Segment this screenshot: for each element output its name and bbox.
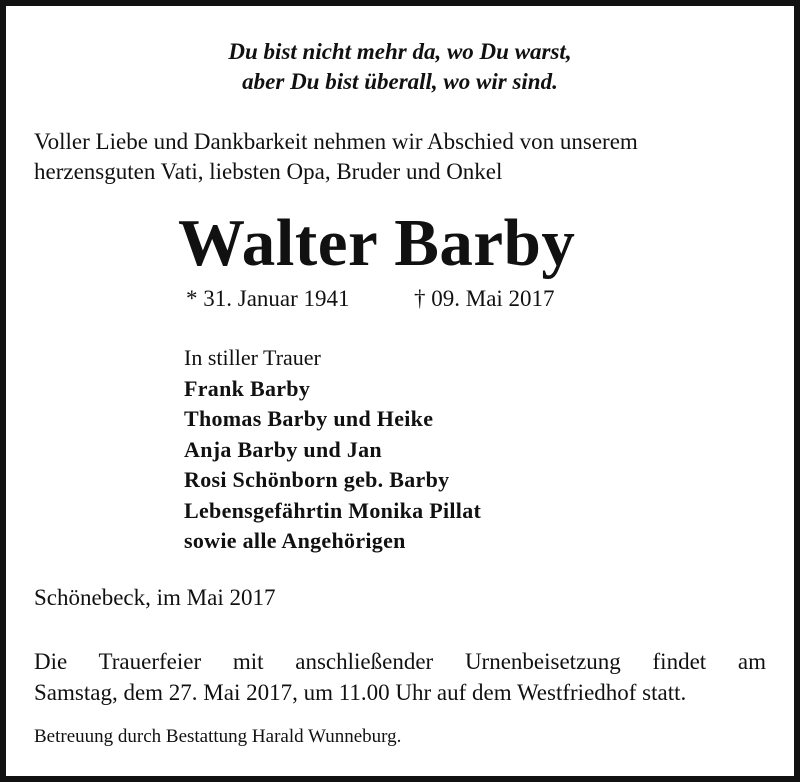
mourner-name: Lebensgefährtin Monika Pillat: [184, 497, 482, 523]
death-date: † 09. Mai 2017: [414, 286, 555, 311]
motto-line-1: Du bist nicht mehr da, wo Du warst,: [228, 39, 572, 64]
mourners-heading: In stiller Trauer: [184, 345, 321, 370]
motto-line-2: aber Du bist überall, wo wir sind.: [242, 69, 558, 94]
funeral-home-note: Betreuung durch Bestattung Harald Wunneburg.: [34, 726, 402, 747]
mourner-name: Anja Barby und Jan: [184, 436, 382, 462]
birth-date: * 31. Januar 1941: [186, 286, 350, 311]
funeral-info: [34, 646, 766, 708]
mourner-name: sowie alle Angehörigen: [184, 528, 406, 553]
intro-line-2: herzensguten Vati, liebsten Opa, Bruder und Onkel: [34, 159, 503, 184]
mourner-name: Rosi Schönborn geb. Barby: [184, 467, 450, 492]
mourner-name: Frank Barby: [184, 375, 311, 401]
mourner-name: Thomas Barby und Heike: [184, 406, 434, 431]
place-and-date: Schönebeck, im Mai 2017: [34, 585, 276, 610]
funeral-line-1: Die Trauerfeier mit anschließender Urnenbeisetzung findet am: [34, 649, 766, 674]
deceased-name: Walter Barby: [178, 206, 576, 280]
intro-line-1: Voller Liebe und Dankbarkeit nehmen wir Abschied von unserem: [34, 129, 638, 154]
funeral-line-2: Samstag, dem 27. Mai 2017, um 11.00 Uhr auf dem Westfriedhof statt.: [34, 680, 687, 705]
